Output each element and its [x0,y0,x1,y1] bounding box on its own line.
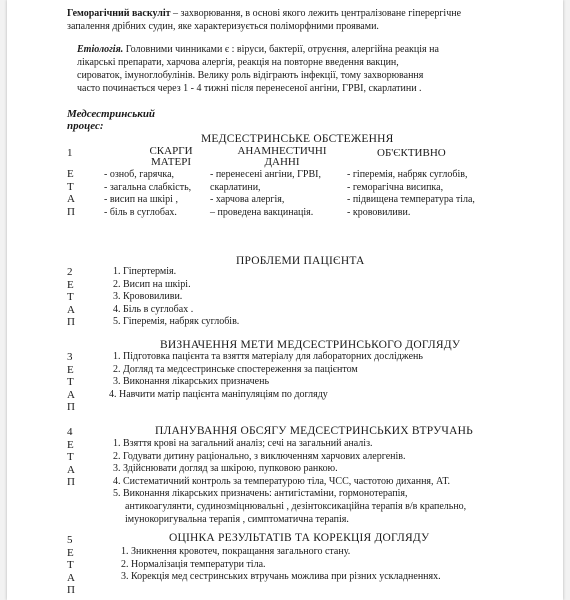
sec2-letters [67,266,75,329]
list-item: 2. Догляд та медсестринське спостереження за пацієнтом [113,363,358,375]
list-item: 3. Виконання лікарських призначень [113,376,270,388]
list-item: 5. Виконання лікарських призначень: антигістаміни, гормонотерапія, [113,488,408,500]
list-item: - озноб, гарячка, [104,169,175,180]
list-item: 4. Навчити матір пацієнта маніпуляціям по догляду [109,388,328,400]
section-number: 4 [67,426,73,438]
sec3-title: ВИЗНАЧЕННЯ МЕТИ МЕДСЕСТРИНСЬКОГО ДОГЛЯДУ [160,339,461,351]
sec3-list [109,351,423,401]
list-item: 1. Підготовка пацієнта та взяття матеріалу для лабораторних досліджень [113,351,423,362]
etiology-line-2: лікарські препарати, харчова алергія, реакція на повторне введення вакцин, [77,57,399,68]
letter: А [67,463,75,476]
sec1-objective-list [347,169,475,219]
letter: Е [67,168,74,180]
letter: П [67,584,75,597]
sec5-letters [67,534,75,597]
sec1-anamnesis-list [210,169,321,219]
list-item: 2. Нормалізація температури тіла. [121,558,266,570]
intro-line-2: запалення дрібних судин, яке характеризується поліморфними проявами. [67,21,379,32]
intro-text-1: – захворювання, в основі якого лежить централізоване гіперергічне [170,8,462,19]
etiology-line-4: часто починається через 1 - 4 тижні після перенесеної ангіни, ГРВІ, скарлатини . [77,83,422,94]
letter: Т [67,376,74,389]
list-item: 5. Гіперемія, набряк суглобів. [113,316,240,328]
etiology-line-1 [77,44,439,55]
list-item: – проведена вакцинація. [210,206,314,218]
list-item: - гіперемія, набряк суглобів, [347,169,468,180]
list-item: 3. Здійснювати догляд за шкірою, пупковою ранкою. [113,463,338,475]
document-page [7,0,563,600]
list-item: 4. Систематичний контроль за температурою тіла, ЧСС, частотою дихання, АТ. [113,475,450,487]
section-number: 5 [67,534,73,546]
list-item: 4. Біль в суглобах . [113,303,194,315]
intro-term: Геморагічний васкуліт [67,8,171,19]
list-item: 1. Взяття крові на загальний аналіз; сечі на загальний аналіз. [113,438,373,449]
letter: А [67,571,75,584]
list-item: - крововиливи. [347,206,411,218]
sec1-letters [67,168,75,218]
list-item: - геморагічна висипка, [347,181,444,193]
list-item: - біль в суглобах. [104,206,177,218]
etiology-line-3: сироваток, імуноглобулінів. Велику роль відіграють інфекції, тому захворювання [77,70,424,81]
sec4-list [113,438,466,526]
sec1-head-objective: ОБ'ЄКТИВНО [377,147,446,159]
sec5-title: ОЦІНКА РЕЗУЛЬТАТІВ ТА КОРЕКЦІЯ ДОГЛЯДУ [169,532,430,544]
letter: А [67,303,75,316]
list-item: 3. Крововиливи. [113,291,183,303]
list-item: - перенесені ангіни, ГРВІ, [210,169,321,180]
sec1-head-anamnesis: АНАМНЕСТИЧНІ ДАННІ [237,145,327,168]
letter: Т [67,559,74,572]
list-item: 1. Зникнення кровотеч, покращання загального стану. [121,546,351,557]
sec3-letters [67,351,75,414]
list-item: 3. Корекція мед сестринських втручань можлива при різних ускладненнях. [121,571,441,583]
list-item: скарлатини, [210,181,261,193]
sec1-title: МЕДСЕСТРИНСЬКЕ ОБСТЕЖЕННЯ [201,133,394,145]
sec1-head-complaints: СКАРГИ МАТЕРІ [149,145,193,168]
list-item: 2. Годувати дитину раціонально, з виключенням харчових алергенів. [113,450,406,462]
etiology-text-1: Головними чинниками є : віруси, бактерії, отруєння, алергійна реакція на [123,44,439,55]
letter: П [67,476,75,489]
sec4-letters [67,426,75,489]
sec4-title: ПЛАНУВАННЯ ОБСЯГУ МЕДСЕСТРИНСЬКИХ ВТРУЧАНЬ [155,425,473,437]
sec2-title: ПРОБЛЕМИ ПАЦІЄНТА [236,255,365,267]
letter: Е [67,546,74,559]
letter: Е [67,438,74,451]
letter: П [67,205,75,218]
process-heading-2: процес: [67,120,104,132]
letter: Е [67,363,74,376]
list-item: - загальна слабкість, [104,181,192,193]
letter: П [67,316,75,329]
letter: А [67,193,75,206]
list-item: - підвищена температура тіла, [347,194,475,205]
section-number: 2 [67,266,73,278]
letter: Е [67,278,74,291]
letter: А [67,388,75,401]
sec1-complaints-list [104,169,191,219]
letter: Т [67,451,74,464]
letter: П [67,401,75,414]
section-number: 3 [67,351,73,363]
process-heading-1: Медсестринський [67,108,156,120]
list-item: - висип на шкірі , [104,194,178,205]
list-item: антикоагулянти, судинозміцнювальні , дезінтоксикаційна терапія в/в крапельно, [125,500,467,512]
intro-line-1 [67,8,461,19]
letter: Т [67,180,74,193]
list-item: імунокоригувальна терапія , симптоматична терапія. [125,513,349,525]
sec2-list [113,266,239,329]
etiology-label: Етіологія. [77,44,124,55]
sec1-number: 1 [67,147,73,159]
list-item: - харчова алергія, [210,194,285,205]
list-item: 2. Висип на шкірі. [113,278,191,290]
list-item: 1. Гіпертермія. [113,266,177,277]
sec5-list [121,546,441,584]
letter: Т [67,291,74,304]
